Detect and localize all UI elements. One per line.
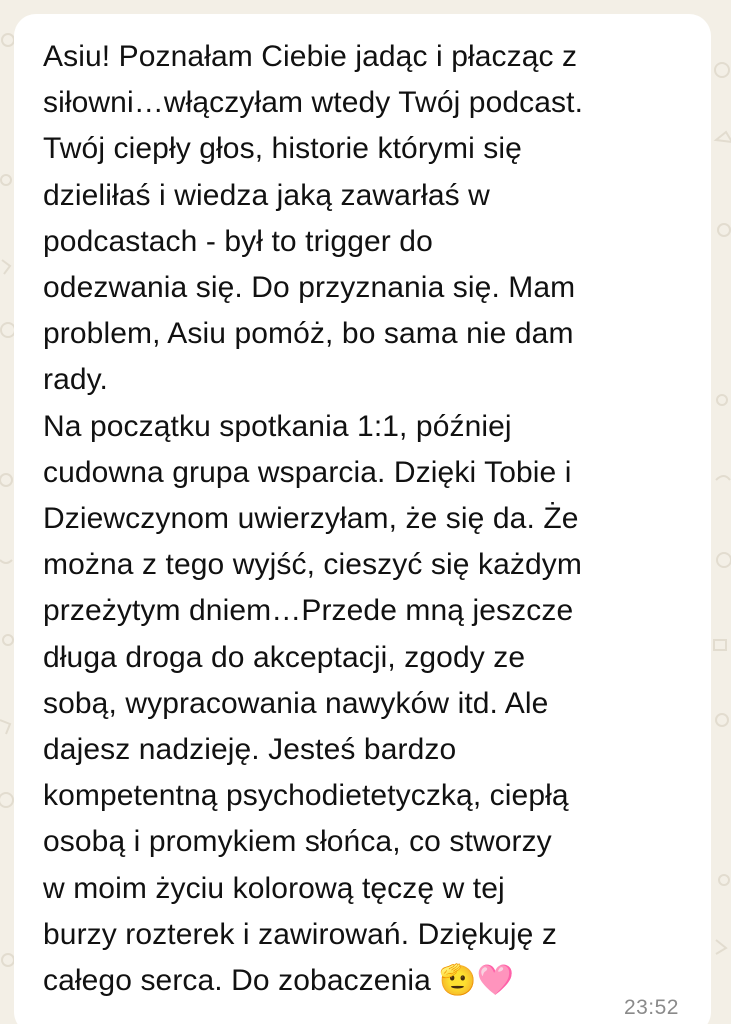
message-text: Asiu! Poznałam Ciebie jadąc i płacząc z siłowni…włączyłam wtedy Twój podcast. Twój ciepły głos, historie którymi się dzieliłaś i wiedza jaką zawarłaś w podcastach - był to trigger do odezwania się. Do przyznania się. Mam problem, Asiu pomóż, bo sama nie dam rady. Na początku spotkania 1:1, później cudowna grupa wsparcia. Dzięki Tobie i Dziewczynom uwierzyłam, że się da. Że można z tego wyjść, cieszyć się każdym przeżytym dniem…Przede mną jeszcze długa droga do akceptacji, zgody ze sobą, wypracowania nawyków itd. Ale dajesz nadzieję. Jesteś bardzo kompetentną psychodietetyczką, ciepłą osobą i promykiem słońca, co stworzy w moim życiu kolorową tęczę w tej burzy rozterek i zawirowań. Dziękuję z całego serca. Do zobaczenia 🫡🩷 bbox=[43, 40, 584, 998]
message-bubble[interactable] bbox=[14, 14, 711, 1024]
message-timestamp: 23:52 bbox=[623, 996, 679, 1019]
